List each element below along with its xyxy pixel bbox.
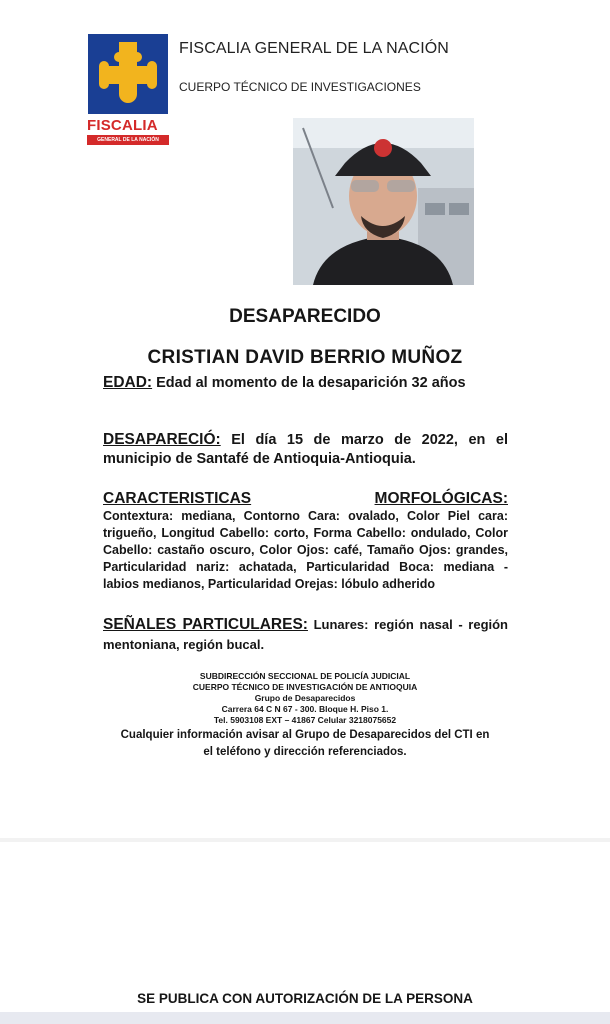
logo-text: FISCALIA [87, 117, 158, 134]
edad-label: EDAD: [103, 374, 153, 391]
caracteristicas-value: Contextura: mediana, Contorno Cara: ovalado, Color Piel cara: trigueño, Longitud Cabello: corto, Forma Cabello: ondulado, Color Cabello: castaño oscuro, Color Ojos: café, Tamaño Ojos: grandes, Particularidad nariz: achatada, Particularidad Boca: mediana - labios medianos, Particularidad Orejas: lóbulo adherido [103, 509, 508, 591]
second-page [0, 842, 610, 1012]
poster-heading: DESAPARECIDO [229, 306, 381, 327]
desaparecio-value: El día 15 de marzo de 2022, en el municipio de Santafé de Antioquia-Antioquia. [103, 432, 508, 467]
edad-value: Edad al momento de la desaparición 32 años [152, 375, 466, 391]
org-title: FISCALIA GENERAL DE LA NACIÓN [179, 40, 449, 57]
logo-subtext: GENERAL DE LA NACIÓN [87, 135, 169, 145]
morfologicas-label: MORFOLÓGICAS: [374, 490, 508, 507]
contact-notice-2: el teléfono y dirección referenciados. [203, 746, 407, 758]
contact-line-2: CUERPO TÉCNICO DE INVESTIGACIÓN DE ANTIOQUIA [192, 682, 418, 692]
senales-label: SEÑALES PARTICULARES: [103, 616, 308, 633]
senales-section [103, 615, 508, 655]
contact-line-3: Grupo de Desaparecidos [254, 693, 356, 703]
contact-line-4: Carrera 64 C N 67 - 300. Bloque H. Piso 1. [221, 704, 389, 714]
desaparecio-section [103, 430, 508, 469]
org-subtitle: CUERPO TÉCNICO DE INVESTIGACIONES [179, 80, 421, 94]
contact-line-1: SUBDIRECCIÓN SECCIONAL DE POLICÍA JUDICIAL [199, 671, 411, 681]
puzzle-piece-icon [88, 34, 168, 114]
caracteristicas-header [103, 489, 508, 508]
missing-person-photo [293, 118, 474, 285]
caracteristicas-label: CARACTERISTICAS [103, 490, 252, 507]
contact-line-5: Tel. 5903108 EXT – 41867 Celular 3218075652 [213, 715, 397, 725]
footer-notice: SE PUBLICA CON AUTORIZACIÓN DE LA PERSONA [137, 991, 473, 1006]
person-name: CRISTIAN DAVID BERRIO MUÑOZ [147, 347, 463, 368]
senales-value: Lunares: región nasal - región mentoniana, región bucal. [103, 617, 508, 652]
contact-notice-1: Cualquier información avisar al Grupo de Desaparecidos del CTI en [120, 729, 490, 741]
edad-section [103, 373, 508, 393]
desaparecio-label: DESAPARECIÓ: [103, 431, 221, 448]
bottom-bar [0, 1012, 610, 1024]
fiscalia-logo [88, 34, 168, 114]
